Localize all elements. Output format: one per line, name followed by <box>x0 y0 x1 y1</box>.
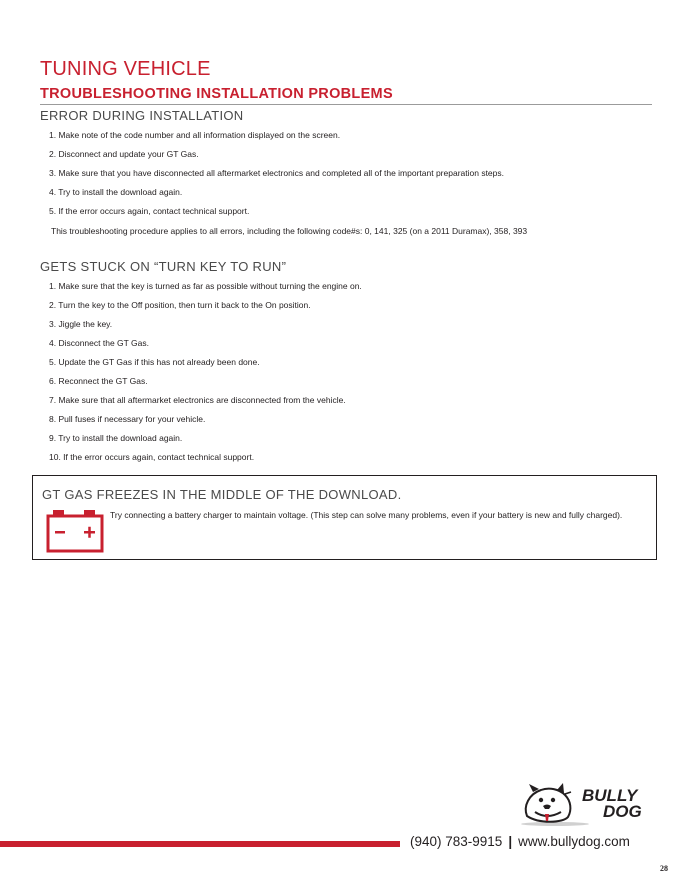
footer-accent-bar <box>0 841 400 847</box>
logo-text-bully: BULLY <box>582 786 638 805</box>
list-item: 4. Try to install the download again. <box>49 187 183 197</box>
list-item: 4. Disconnect the GT Gas. <box>49 338 149 348</box>
list-item: 3. Make sure that you have disconnected all aftermarket electronics and completed all of the important preparation steps. <box>49 168 504 178</box>
title-divider <box>40 104 652 105</box>
page-number: 28 <box>660 864 668 873</box>
logo-text-dog: DOG <box>603 802 642 821</box>
section-title: TROUBLESHOOTING INSTALLATION PROBLEMS <box>40 86 393 102</box>
list-item: 1. Make note of the code number and all information displayed on the screen. <box>49 130 341 140</box>
list-item: 9. Try to install the download again. <box>49 433 183 443</box>
freeze-callout-box <box>32 475 657 560</box>
error-section-heading: ERROR DURING INSTALLATION <box>40 108 244 123</box>
list-item: 2. Turn the key to the Off position, then turn it back to the On position. <box>49 300 311 310</box>
list-item: 6. Reconnect the GT Gas. <box>49 376 148 386</box>
error-codes-note: This troubleshooting procedure applies to all errors, including the following code#s: 0, 141, 325 (on a 2011 Duramax), 358, 393 <box>51 226 528 236</box>
battery-icon <box>46 509 104 553</box>
contact-separator: | <box>508 834 513 849</box>
list-item: 1. Make sure that the key is turned as far as possible without turning the engine on. <box>49 281 362 291</box>
list-item: 5. Update the GT Gas if this has not already been done. <box>49 357 260 367</box>
stuck-section-heading: GETS STUCK ON “TURN KEY TO RUN” <box>40 259 287 274</box>
list-item: 5. If the error occurs again, contact technical support. <box>49 206 250 216</box>
callout-text: Try connecting a battery charger to maintain voltage. (This step can solve many problems, even if your battery is new and fully charged). <box>110 510 623 520</box>
list-item: 2. Disconnect and update your GT Gas. <box>49 149 199 159</box>
list-item: 10. If the error occurs again, contact technical support. <box>49 452 255 462</box>
bully-dog-logo <box>519 780 653 826</box>
list-item: 3. Jiggle the key. <box>49 319 113 329</box>
website-link[interactable]: www.bullydog.com <box>518 834 630 849</box>
callout-heading: GT GAS FREEZES IN THE MIDDLE OF THE DOWNLOAD. <box>42 487 402 502</box>
footer-contact <box>410 834 630 849</box>
list-item: 7. Make sure that all aftermarket electronics are disconnected from the vehicle. <box>49 395 346 405</box>
list-item: 8. Pull fuses if necessary for your vehicle. <box>49 414 206 424</box>
phone-number: (940) 783-9915 <box>410 834 503 849</box>
page-title: TUNING VEHICLE <box>40 58 211 80</box>
